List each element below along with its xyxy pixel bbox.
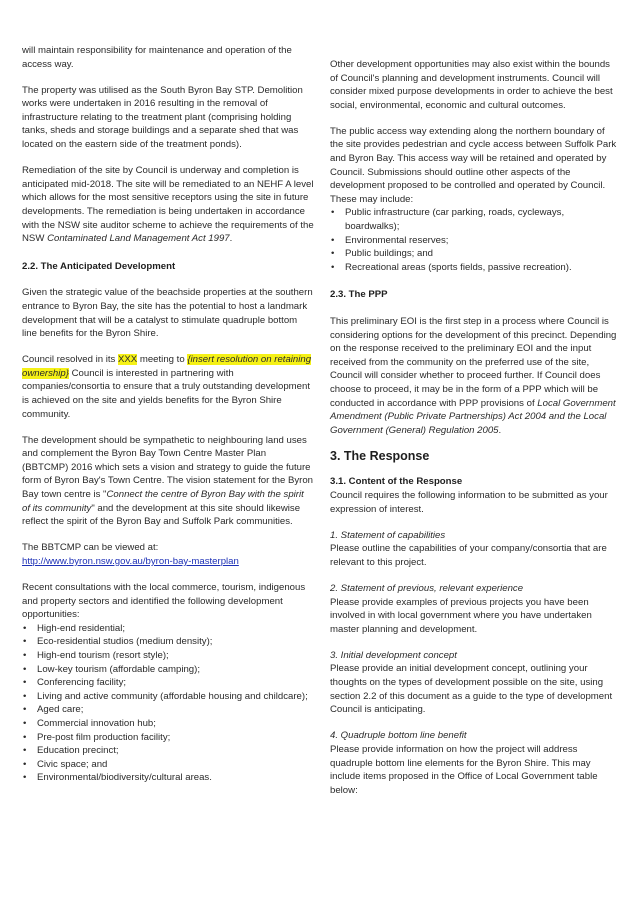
legislation-title: Local Government Amendment (Public Private Partnerships) Act 2004 and the Local Government (General) Regulation 2005: [330, 397, 616, 436]
highlight-insert-resolution: {insert resolution on retaining ownership}: [22, 354, 312, 379]
right-column: [330, 58, 620, 810]
bbtcmp-link-paragraph: The BBTCMP can be viewed at: http://www.byron.nsw.gov.au/byron-bay-masterplan: [22, 542, 239, 567]
response-item-capabilities: [330, 529, 620, 570]
ppp-paragraph: This preliminary EOI is the first step in a process where Council is considering options for the development of this precinct. Depending on the response received to the preliminary EOI and the input received from the community on the preferred use of the site, Council will consider whether to proceed further. If Council does choose to proceed, it may be in the form of a PPP which will be conducted in accordance with PPP provisions of Local Government Amendment (Public Private Partnerships) Act 2004 and the Local Government (General) Regulation 2005.: [330, 316, 617, 436]
response-item-body: Please provide examples of previous projects you have been involved in with local government where you have undertaken master planning and development.: [330, 596, 592, 635]
response-item-concept: [330, 649, 620, 717]
response-item-experience: [330, 582, 620, 636]
list-item: • Recreational areas (sports fields, passive recreation).: [330, 261, 620, 275]
remediation-paragraph: Remediation of the site by Council is underway and completion is anticipated mid-2018. The site will be remediated to an NEHF A level which allows for the most sensitive receptors using the site in future developments. The remediation is being undertaken in accordance with the NSW site auditor scheme to achieve the requirements of the NSW Contaminated Land Management Act 1997.: [22, 165, 314, 245]
property-history-paragraph: The property was utilised as the South Byron Bay STP. Demolition works were undertaken in 2016 resulting in the removal of infrastructure relating to the treatment plant (comprising holding tanks, sheds and storage buildings and a separate shed that was located on the eastern side of the treatment ponds).: [22, 84, 303, 151]
response-item-body: Please outline the capabilities of your company/consortia that are relevant to this project.: [330, 543, 607, 568]
list-item: • Commercial innovation hub;: [22, 717, 314, 731]
response-item-title: 2. Statement of previous, relevant experience: [330, 583, 524, 594]
list-item: • Living and active community (affordable housing and childcare);: [22, 690, 314, 704]
section-2-3-heading: 2.3. The PPP: [330, 289, 388, 301]
council-resolution-paragraph: Council resolved in its XXX meeting to {insert resolution on retaining ownership} Council is interested in partnering with companies/consortia to ensure that a truly outstanding development is achieved on the site and yields benefits for the Byron Shire community.: [22, 354, 312, 420]
masterplan-link[interactable]: http://www.byron.nsw.gov.au/byron-bay-masterplan: [22, 555, 239, 567]
list-item: • High-end residential;: [22, 622, 314, 636]
section-3-1-heading: 3.1. Content of the Response: [330, 476, 463, 488]
list-item: • Environmental reserves;: [330, 234, 620, 248]
response-item-body: Please provide information on how the project will address quadruple bottom line elements for the Byron Shire. This may include items proposed in the Office of Local Government table below:: [330, 743, 598, 796]
masterplan-paragraph: The development should be sympathetic to neighbouring land uses and complement the Byron Bay Town Centre Master Plan (BBTCMP) 2016 which sets a vision and strategy to guide the future form of Byron Bay's Town Centre. The vision statement for the Byron Bay town centre is "Connect the centre of Byron Bay with the spirit of its community" and the development at this site should likewise reflect the spirit of the Byron Bay and Suffolk Park communities.: [22, 434, 314, 528]
response-item-title: 3. Initial development concept: [330, 649, 457, 661]
highlight-xxx: XXX: [117, 354, 138, 366]
opportunities-list: [22, 622, 314, 785]
list-item: • Environmental/biodiversity/cultural areas.: [22, 771, 314, 785]
list-item: • Conferencing facility;: [22, 676, 314, 690]
response-item-quadruple-bottom-line: [330, 729, 620, 797]
list-item: • Pre-post film production facility;: [22, 731, 314, 745]
response-item-body: Please provide an initial development concept, outlining your thoughts on the types of development possible on the site, using section 2.2 of this document as a guide to the type of development Council is anticipating.: [330, 663, 613, 716]
council-aspects-list: [330, 206, 620, 274]
other-opportunities-paragraph: Other development opportunities may also exist within the bounds of Council's planning and development instruments. Council will consider mixed purpose developments in order to achieve the best social, environmental, economic and cultural outcomes.: [330, 59, 613, 111]
list-item: • Low-key tourism (affordable camping);: [22, 663, 314, 677]
vision-statement: Connect the centre of Byron Bay with the spirit of its community: [22, 489, 304, 514]
response-item-title: 4. Quadruple bottom line benefit: [330, 730, 467, 742]
response-intro-paragraph: Council requires the following information to be submitted as your expression of interest.: [330, 490, 608, 515]
list-item: • Education precinct;: [22, 744, 314, 758]
left-column: [22, 44, 314, 797]
public-access-paragraph: The public access way extending along the northern boundary of the site provides pedestrian and cycle access between Suffolk Park and Byron Bay. This access way will be retained and operated by Council. Submissions should outline other aspects of the development proposed to be controlled and operated by Council. These may include:: [330, 125, 617, 205]
consultations-paragraph: Recent consultations with the local commerce, tourism, indigenous and property sectors and identified the following development opportunities:: [22, 582, 306, 621]
access-way-paragraph: will maintain responsibility for maintenance and operation of the access way.: [22, 45, 292, 70]
section-2-2-heading: 2.2. The Anticipated Development: [22, 260, 176, 272]
section-3-heading: 3. The Response: [330, 448, 430, 463]
list-item: • Eco-residential studios (medium density);: [22, 635, 314, 649]
strategic-value-paragraph: Given the strategic value of the beachside properties at the southern entrance to Byron Bay, the site has the potential to host a landmark development that will be a catalyst to stimulate quadruple bottom line benefits for the Byron Shire.: [22, 287, 313, 340]
list-item: • Civic space; and: [22, 758, 314, 772]
response-item-title: 1. Statement of capabilities: [330, 529, 446, 541]
act-title: Contaminated Land Management Act 1997: [47, 233, 230, 245]
list-item: • Aged care;: [22, 703, 314, 717]
list-item: • High-end tourism (resort style);: [22, 649, 314, 663]
list-item: • Public infrastructure (car parking, roads, cycleways, boardwalks);: [330, 206, 620, 233]
list-item: • Public buildings; and: [330, 247, 620, 261]
